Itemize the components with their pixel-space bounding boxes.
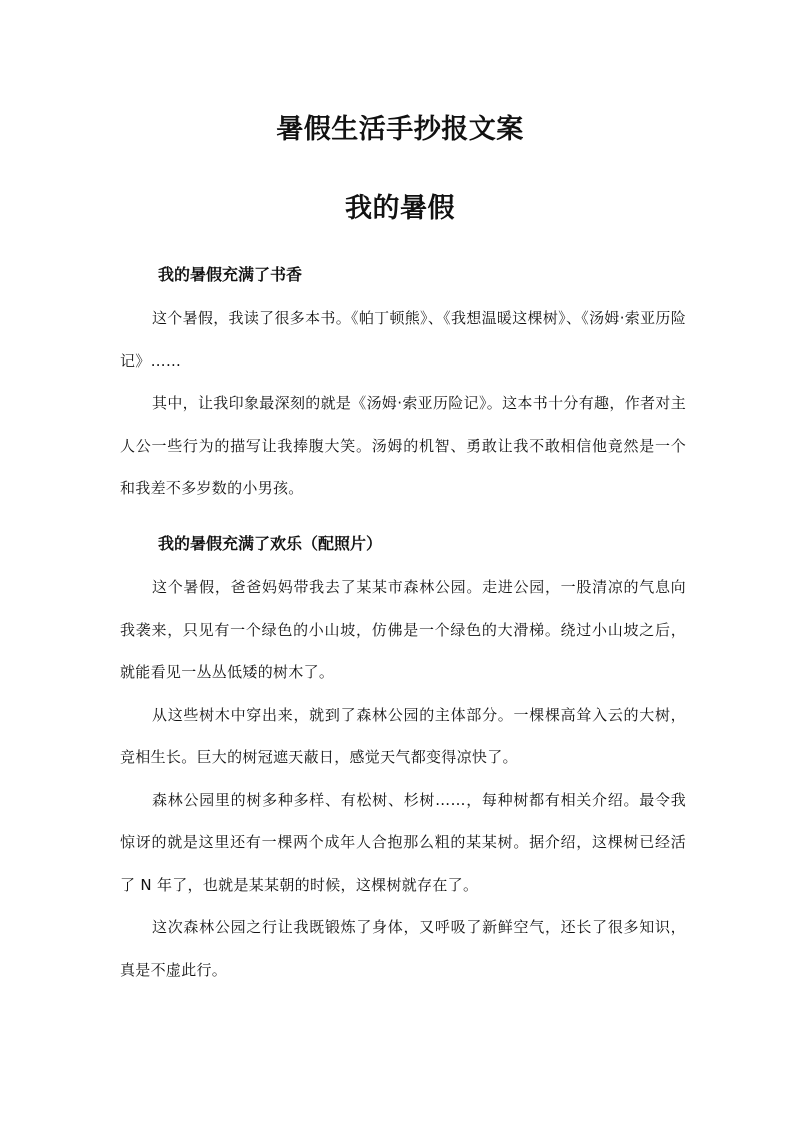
paragraph: 其中，让我印象最深刻的就是《汤姆·索亚历险记》。这本书十分有趣，作者对主人公一些行为的描写让我捧腹大笑。汤姆的机智、勇敢让我不敢相信他竟然是一个和我差不多岁数的小男孩。 xyxy=(120,394,686,497)
paragraph: 这次森林公园之行让我既锻炼了身体，又呼吸了新鲜空气，还长了很多知识，真是不虚此行。 xyxy=(120,918,686,979)
section-heading: 我的暑假充满了书香 xyxy=(158,265,303,284)
paragraph: 这个暑假，我读了很多本书。《帕丁顿熊》、《我想温暖这棵树》、《汤姆·索亚历险记》…… xyxy=(120,309,686,370)
paragraph: 这个暑假，爸爸妈妈带我去了某某市森林公园。走进公园，一股清凉的气息向我袭来，只见有一个绿色的小山坡，仿佛是一个绿色的大滑梯。绕过小山坡之后，就能看见一丛丛低矮的树木了。 xyxy=(120,578,686,681)
paragraph: 森林公园里的树多种多样、有松树、杉树……，每种树都有相关介绍。最令我惊讶的就是这里还有一棵两个成年人合抱那么粗的某某树。据介绍，这棵树已经活了 N 年了，也就是某某朝的时候，这棵树就存在了。 xyxy=(120,790,686,894)
document-title: 暑假生活手抄报文案 xyxy=(276,114,524,145)
section-heading: 我的暑假充满了欢乐（配照片） xyxy=(158,534,383,553)
section-joy xyxy=(120,533,686,991)
paragraph: 从这些树木中穿出来，就到了森林公园的主体部分。一棵棵高耸入云的大树，竞相生长。巨大的树冠遮天蔽日，感觉天气都变得凉快了。 xyxy=(120,705,686,766)
document-subtitle: 我的暑假 xyxy=(345,193,455,224)
section-books xyxy=(120,264,686,510)
